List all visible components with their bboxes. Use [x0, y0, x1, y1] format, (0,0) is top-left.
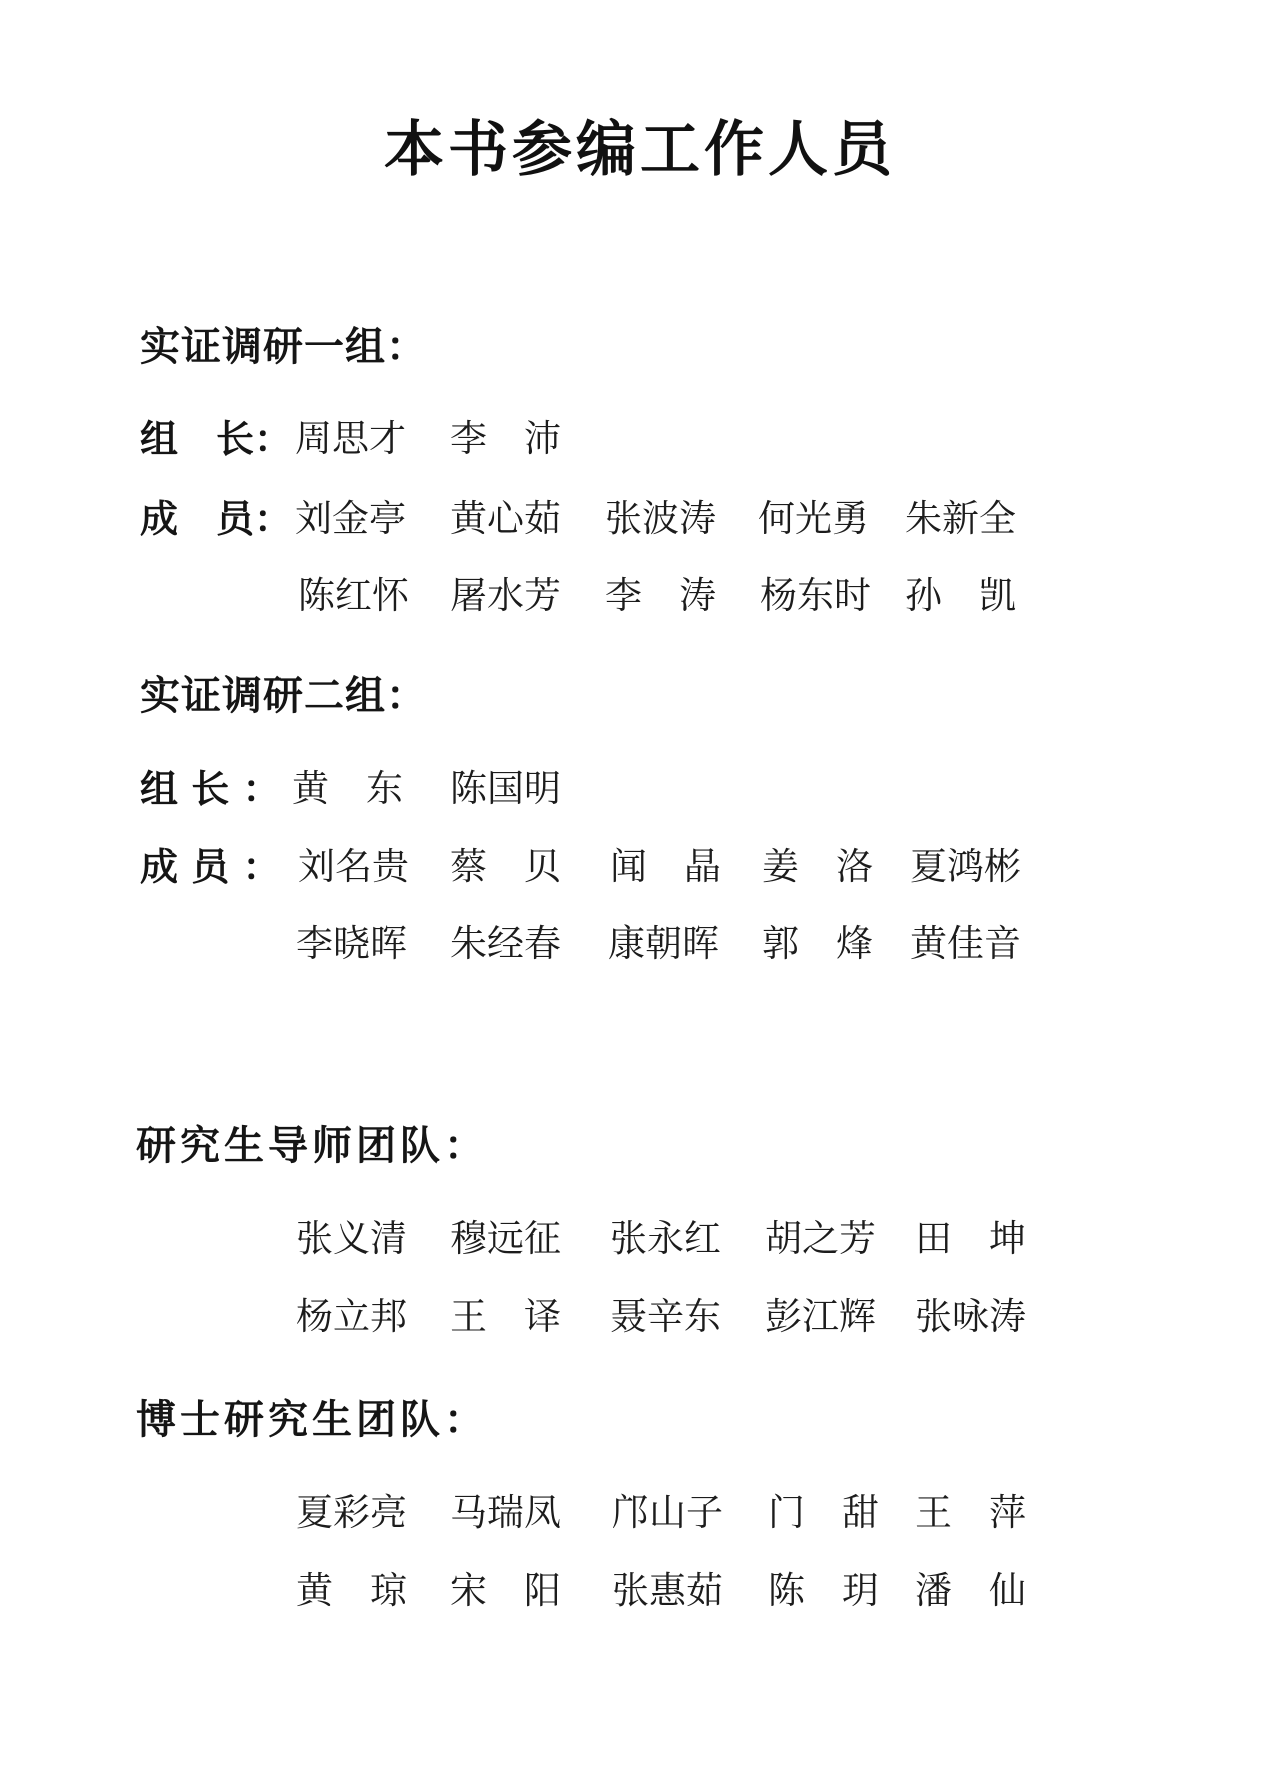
leader-name: 李 沛 [450, 417, 561, 460]
member-name: 张永红 [610, 1217, 721, 1260]
member-name: 陈红怀 [298, 574, 409, 617]
member-name: 黄佳音 [910, 922, 1021, 965]
member-name: 屠水芳 [450, 574, 561, 617]
member-name: 彭江辉 [765, 1295, 876, 1338]
member-name: 姜 洛 [762, 845, 873, 888]
section-heading-phd-team: 博士研究生团队： [136, 1397, 488, 1443]
member-name: 胡之芳 [765, 1217, 876, 1260]
member-name: 李 涛 [605, 574, 716, 617]
section-heading-advisor-team: 研究生导师团队： [136, 1123, 488, 1169]
member-name: 张惠茹 [612, 1569, 723, 1612]
member-name: 黄心茹 [450, 497, 561, 540]
member-name: 邝山子 [612, 1491, 723, 1534]
member-name: 朱新全 [905, 497, 1016, 540]
member-name: 康朝晖 [608, 922, 719, 965]
member-name: 门 甜 [768, 1491, 879, 1534]
member-label: 成 员 ： [140, 845, 281, 889]
member-name: 孙 凯 [905, 574, 1016, 617]
member-name: 张义清 [296, 1217, 407, 1260]
member-name: 田 坤 [915, 1217, 1026, 1260]
member-name: 郭 烽 [762, 922, 873, 965]
member-name: 夏鸿彬 [910, 845, 1021, 888]
member-name: 穆远征 [450, 1217, 561, 1260]
section-heading-survey-group-2: 实证调研二组： [140, 673, 427, 719]
member-name: 李晓晖 [296, 922, 407, 965]
member-label: 成 员： [140, 497, 293, 541]
member-name: 宋 阳 [450, 1569, 561, 1612]
member-name: 蔡 贝 [450, 845, 561, 888]
leader-name: 周思才 [295, 417, 406, 460]
member-name: 聂辛东 [610, 1295, 721, 1338]
member-name: 陈 玥 [768, 1569, 879, 1612]
section-heading-survey-group-1: 实证调研一组： [140, 324, 427, 370]
member-name: 潘 仙 [915, 1569, 1026, 1612]
member-name: 王 萍 [915, 1491, 1026, 1534]
member-name: 刘名贵 [298, 845, 409, 888]
member-name: 闻 晶 [610, 845, 721, 888]
page-title: 本书参编工作人员 [384, 115, 896, 185]
member-name: 杨东时 [760, 574, 871, 617]
leader-label: 组 长： [140, 417, 293, 461]
member-name: 黄 琼 [296, 1569, 407, 1612]
member-name: 张咏涛 [915, 1295, 1026, 1338]
member-name: 张波涛 [605, 497, 716, 540]
member-name: 王 译 [450, 1295, 561, 1338]
member-name: 夏彩亮 [296, 1491, 407, 1534]
member-name: 杨立邦 [296, 1295, 407, 1338]
leader-name: 陈国明 [450, 767, 561, 810]
member-name: 何光勇 [758, 497, 869, 540]
member-name: 朱经春 [450, 922, 561, 965]
leader-name: 黄 东 [292, 767, 403, 810]
member-name: 刘金亭 [295, 497, 406, 540]
leader-label: 组 长 ： [140, 767, 281, 811]
member-name: 马瑞凤 [450, 1491, 561, 1534]
